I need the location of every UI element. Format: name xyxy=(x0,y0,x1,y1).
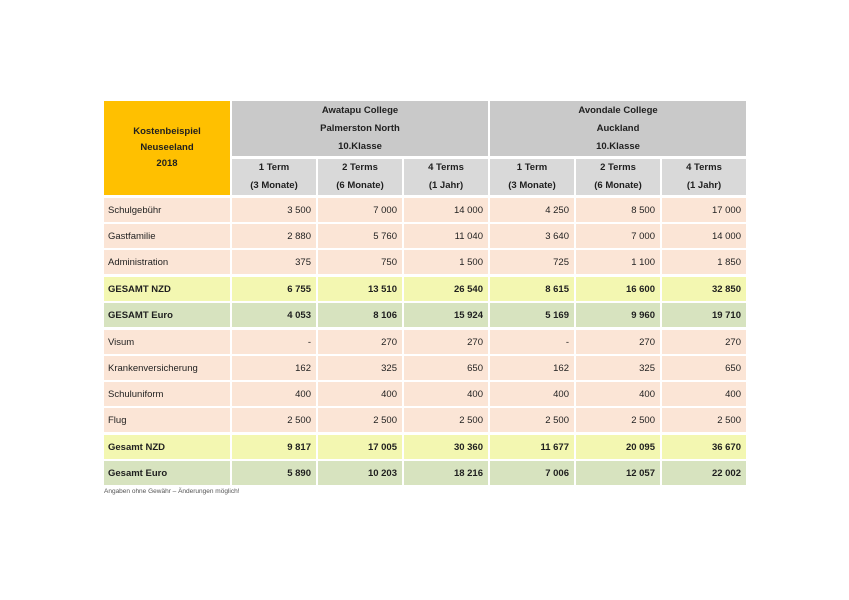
term-months: (6 Monate) xyxy=(594,180,642,191)
row-label: Gesamt Euro xyxy=(104,461,230,485)
table-cell: 6 755 xyxy=(232,277,316,301)
term-duration: 1 Term xyxy=(258,162,290,173)
table-cell: 18 216 xyxy=(404,461,488,485)
term-months: (6 Monate) xyxy=(336,180,384,191)
table-cell: 5 890 xyxy=(232,461,316,485)
row-label: Schulgebühr xyxy=(104,198,230,222)
cost-table xyxy=(104,101,746,487)
table-cell: 650 xyxy=(662,356,746,380)
term-months: (3 Monate) xyxy=(250,180,298,191)
table-cell: 5 169 xyxy=(490,303,574,327)
row-label: Gastfamilie xyxy=(104,224,230,248)
row-label: GESAMT Euro xyxy=(104,303,230,327)
table-cell: - xyxy=(490,330,574,354)
term-header xyxy=(662,159,746,195)
table-cell: 11 677 xyxy=(490,435,574,459)
school-city: Auckland xyxy=(596,122,640,134)
table-cell: 15 924 xyxy=(404,303,488,327)
table-cell: 650 xyxy=(404,356,488,380)
table-cell: 13 510 xyxy=(318,277,402,301)
school-header-avondale xyxy=(490,101,746,156)
term-header xyxy=(490,159,574,195)
school-grade: 10.Klasse xyxy=(596,140,640,152)
school-header-awatapu xyxy=(232,101,488,156)
table-cell: 2 500 xyxy=(404,408,488,432)
table-cell: 1 850 xyxy=(662,250,746,274)
table-cell: 2 500 xyxy=(232,408,316,432)
table-cell: 2 880 xyxy=(232,224,316,248)
table-cell: 16 600 xyxy=(576,277,660,301)
term-months: (3 Monate) xyxy=(508,180,556,191)
term-months: (1 Jahr) xyxy=(428,180,464,191)
corner-line-1: Kostenbeispiel xyxy=(133,126,201,137)
term-duration: 4 Terms xyxy=(428,162,464,173)
table-cell: 4 250 xyxy=(490,198,574,222)
school-name: Awatapu College xyxy=(321,104,399,116)
term-duration: 4 Terms xyxy=(686,162,722,173)
table-cell: 325 xyxy=(318,356,402,380)
table-cell: 2 500 xyxy=(662,408,746,432)
table-cell: 10 203 xyxy=(318,461,402,485)
table-cell: 17 005 xyxy=(318,435,402,459)
term-header xyxy=(404,159,488,195)
table-cell: 400 xyxy=(404,382,488,406)
table-cell: 5 760 xyxy=(318,224,402,248)
term-header xyxy=(232,159,316,195)
table-cell: 270 xyxy=(576,330,660,354)
table-cell: 1 100 xyxy=(576,250,660,274)
table-cell: 162 xyxy=(490,356,574,380)
row-label: Administration xyxy=(104,250,230,274)
table-cell: 2 500 xyxy=(576,408,660,432)
table-cell: 7 000 xyxy=(318,198,402,222)
table-cell: 375 xyxy=(232,250,316,274)
table-cell: 9 960 xyxy=(576,303,660,327)
table-cell: 400 xyxy=(232,382,316,406)
table-cell: 8 615 xyxy=(490,277,574,301)
corner-line-2: Neuseeland xyxy=(140,142,194,153)
table-cell: 400 xyxy=(576,382,660,406)
table-cell: 26 540 xyxy=(404,277,488,301)
table-cell: 2 500 xyxy=(490,408,574,432)
table-cell: 32 850 xyxy=(662,277,746,301)
term-header xyxy=(318,159,402,195)
term-duration: 1 Term xyxy=(516,162,548,173)
table-cell: 14 000 xyxy=(662,224,746,248)
table-cell: 7 006 xyxy=(490,461,574,485)
table-cell: 725 xyxy=(490,250,574,274)
table-cell: 400 xyxy=(318,382,402,406)
table-cell: 8 106 xyxy=(318,303,402,327)
table-cell: 2 500 xyxy=(318,408,402,432)
term-duration: 2 Terms xyxy=(342,162,378,173)
table-cell: 17 000 xyxy=(662,198,746,222)
table-cell: 400 xyxy=(662,382,746,406)
table-corner-title xyxy=(104,101,230,195)
table-cell: 9 817 xyxy=(232,435,316,459)
term-header xyxy=(576,159,660,195)
table-cell: - xyxy=(232,330,316,354)
table-cell: 22 002 xyxy=(662,461,746,485)
row-label: GESAMT NZD xyxy=(104,277,230,301)
table-cell: 14 000 xyxy=(404,198,488,222)
table-cell: 3 500 xyxy=(232,198,316,222)
table-cell: 7 000 xyxy=(576,224,660,248)
table-cell: 12 057 xyxy=(576,461,660,485)
table-cell: 750 xyxy=(318,250,402,274)
table-cell: 270 xyxy=(318,330,402,354)
row-label: Visum xyxy=(104,330,230,354)
row-label: Schuluniform xyxy=(104,382,230,406)
table-cell: 270 xyxy=(662,330,746,354)
table-cell: 3 640 xyxy=(490,224,574,248)
row-label: Flug xyxy=(104,408,230,432)
table-cell: 270 xyxy=(404,330,488,354)
table-cell: 11 040 xyxy=(404,224,488,248)
table-cell: 36 670 xyxy=(662,435,746,459)
table-cell: 1 500 xyxy=(404,250,488,274)
school-name: Avondale College xyxy=(578,104,658,116)
table-cell: 20 095 xyxy=(576,435,660,459)
school-city: Palmerston North xyxy=(320,122,400,134)
disclaimer-footnote: Angaben ohne Gewähr – Änderungen möglich! xyxy=(104,488,240,495)
term-duration: 2 Terms xyxy=(600,162,636,173)
corner-line-3: 2018 xyxy=(156,158,178,169)
table-cell: 400 xyxy=(490,382,574,406)
table-cell: 325 xyxy=(576,356,660,380)
row-label: Krankenversicherung xyxy=(104,356,230,380)
term-months: (1 Jahr) xyxy=(686,180,722,191)
table-cell: 30 360 xyxy=(404,435,488,459)
school-grade: 10.Klasse xyxy=(338,140,382,152)
table-cell: 162 xyxy=(232,356,316,380)
table-cell: 8 500 xyxy=(576,198,660,222)
table-cell: 19 710 xyxy=(662,303,746,327)
table-cell: 4 053 xyxy=(232,303,316,327)
row-label: Gesamt NZD xyxy=(104,435,230,459)
